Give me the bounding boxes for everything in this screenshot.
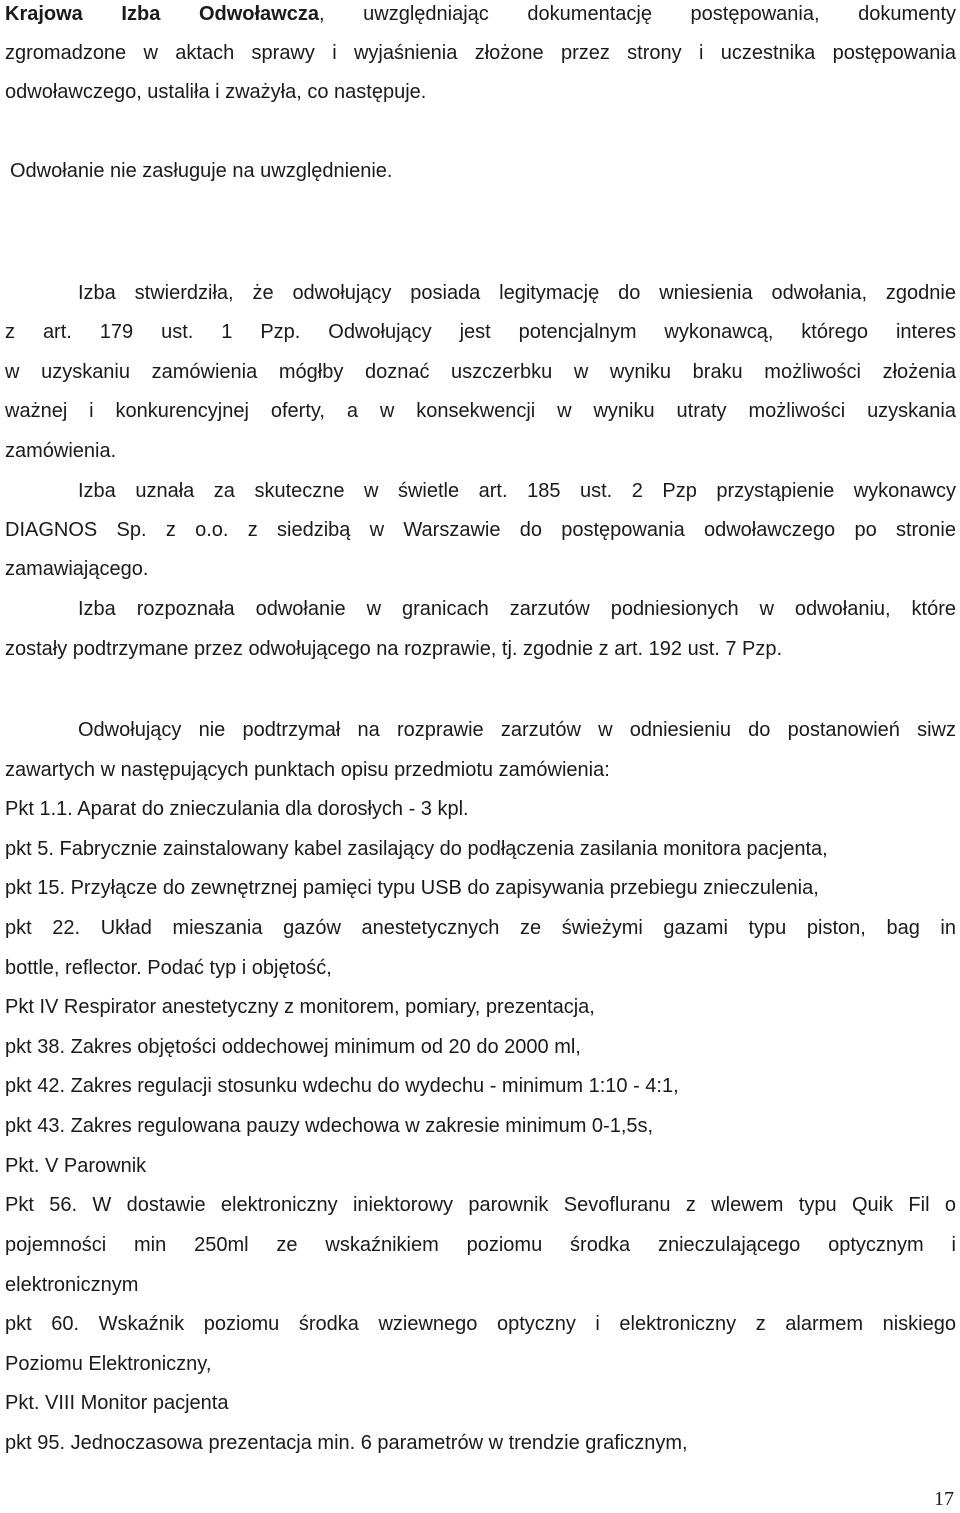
list-item: pkt 15. Przyłącze do zewnętrznej pamięci typu USB do zapisywania przebiegu znieczulenia, bbox=[5, 877, 819, 899]
paragraph-line: zostały podtrzymane przez odwołującego na rozprawie, tj. zgodnie z art. 192 ust. 7 Pzp. bbox=[5, 638, 783, 660]
paragraph-line: ważnej i konkurencyjnej oferty, a w konsekwencji w wyniku utraty możliwości uzyskania bbox=[5, 400, 956, 422]
list-item: pkt 43. Zakres regulowana pauzy wdechowa w zakresie minimum 0-1,5s, bbox=[5, 1115, 654, 1137]
list-item: pojemności min 250ml ze wskaźnikiem poziomu środka znieczulającego optycznym i bbox=[5, 1234, 956, 1256]
heading-bold-text: Krajowa Izba Odwoławcza bbox=[5, 3, 319, 25]
paragraph-line: Izba rozpoznała odwołanie w granicach zarzutów podniesionych w odwołaniu, które bbox=[78, 598, 956, 620]
paragraph-line: odwoławczego, ustaliła i zważyła, co następuje. bbox=[5, 81, 427, 103]
list-item: Pkt. VIII Monitor pacjenta bbox=[5, 1392, 229, 1414]
list-item: elektronicznym bbox=[5, 1274, 139, 1296]
paragraph-text: , uwzględniając dokumentację postępowania, dokumenty bbox=[318, 3, 957, 25]
paragraph-line bbox=[5, 1, 956, 27]
list-item: Pkt. V Parownik bbox=[5, 1155, 147, 1177]
list-item: Poziomu Elektroniczny, bbox=[5, 1353, 212, 1375]
paragraph-line: zawartych w następujących punktach opisu przedmiotu zamówienia: bbox=[5, 759, 610, 781]
list-item: pkt 60. Wskaźnik poziomu środka wziewnego optyczny i elektroniczny z alarmem niskiego bbox=[5, 1313, 956, 1335]
list-item: pkt 22. Układ mieszania gazów anestetycznych ze świeżymi gazami typu piston, bag in bbox=[5, 917, 956, 939]
page-number: 17 bbox=[934, 1488, 954, 1510]
list-item: pkt 38. Zakres objętości oddechowej minimum od 20 do 2000 ml, bbox=[5, 1036, 581, 1058]
list-item: pkt 95. Jednoczasowa prezentacja min. 6 parametrów w trendzie graficznym, bbox=[5, 1432, 688, 1454]
paragraph-line: zamówienia. bbox=[5, 440, 117, 462]
paragraph-line: Odwołanie nie zasługuje na uwzględnienie. bbox=[10, 160, 393, 182]
paragraph-line: Izba uznała za skuteczne w świetle art. 185 ust. 2 Pzp przystąpienie wykonawcy bbox=[78, 480, 956, 502]
list-item: Pkt 56. W dostawie elektroniczny iniektorowy parownik Sevofluranu z wlewem typu Quik Fil o bbox=[5, 1194, 956, 1216]
paragraph-line: w uzyskaniu zamówienia mógłby doznać uszczerbku w wyniku braku możliwości złożenia bbox=[5, 361, 956, 383]
paragraph-line: Izba stwierdziła, że odwołujący posiada legitymację do wniesienia odwołania, zgodnie bbox=[78, 282, 956, 304]
list-item: bottle, reflector. Podać typ i objętość, bbox=[5, 957, 332, 979]
paragraph-line: Odwołujący nie podtrzymał na rozprawie zarzutów w odniesieniu do postanowień siwz bbox=[78, 719, 956, 741]
paragraph-line: DIAGNOS Sp. z o.o. z siedzibą w Warszawie do postępowania odwoławczego po stronie bbox=[5, 519, 956, 541]
list-item: Pkt IV Respirator anestetyczny z monitorem, pomiary, prezentacja, bbox=[5, 996, 595, 1018]
list-item: Pkt 1.1. Aparat do znieczulania dla dorosłych - 3 kpl. bbox=[5, 798, 469, 820]
paragraph-line: zamawiającego. bbox=[5, 558, 149, 580]
paragraph-line: z art. 179 ust. 1 Pzp. Odwołujący jest potencjalnym wykonawcą, którego interes bbox=[5, 321, 956, 343]
paragraph-line: zgromadzone w aktach sprawy i wyjaśnienia złożone przez strony i uczestnika postępowania bbox=[5, 42, 956, 64]
list-item: pkt 5. Fabrycznie zainstalowany kabel zasilający do podłączenia zasilania monitora pacjenta, bbox=[5, 838, 828, 860]
list-item: pkt 42. Zakres regulacji stosunku wdechu do wydechu - minimum 1:10 - 4:1, bbox=[5, 1075, 679, 1097]
